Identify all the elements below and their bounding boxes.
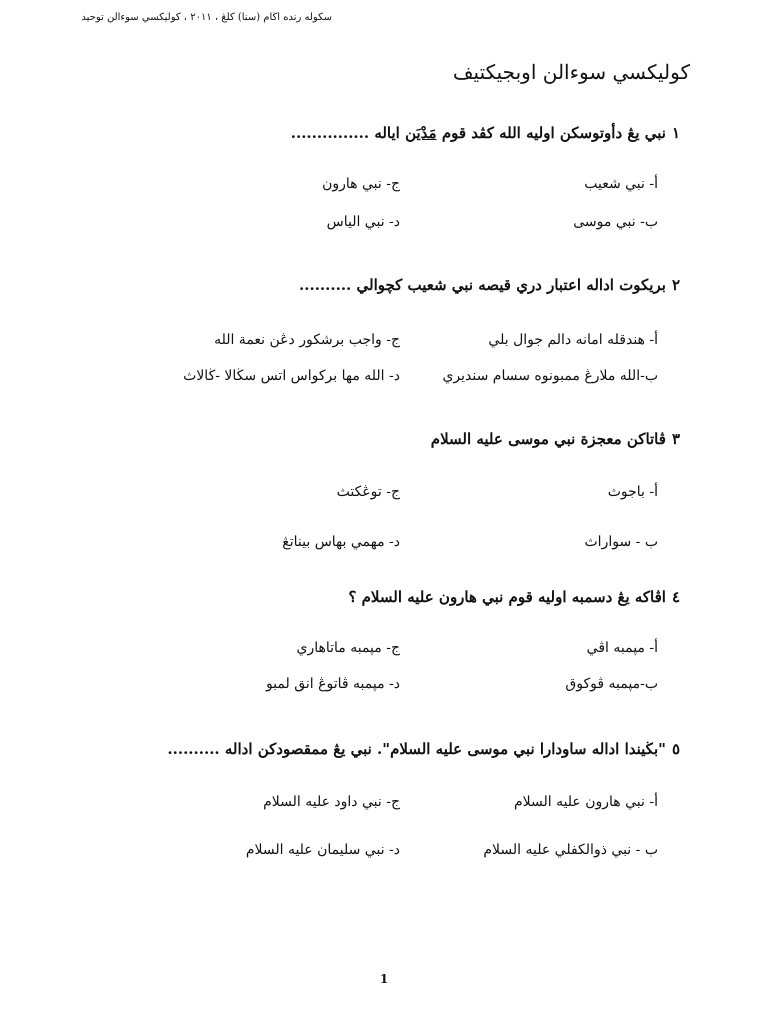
- question-3: [431, 430, 680, 448]
- question-5-option-d: د- نبي سليمان عليه السلام: [245, 842, 400, 858]
- question-1-underlined-word: مَدْيَن: [405, 124, 437, 142]
- page-header: سكوله رنده اڬام (سنا) كلڠ ، ٢٠١١ ، كوليكسي سوءالن توحيد: [81, 12, 332, 23]
- question-3-option-a: أ- باجوث: [607, 484, 658, 500]
- question-2-number: ٢: [671, 276, 680, 294]
- question-5-option-a: أ- نبي هارون عليه السلام: [513, 794, 658, 810]
- page-number: 1: [379, 972, 389, 986]
- question-5: [167, 740, 680, 758]
- question-1-text-after: اياله ...............: [290, 124, 400, 142]
- question-5-text: "بڬيندا اداله ساودارا نبي موسى عليه السلام". نبي يڠ ممقصودكن اداله ..........: [167, 740, 666, 758]
- question-4-text: اڤاكه يڠ دسمبه اوليه قوم نبي هارون عليه السلام ؟: [348, 588, 666, 606]
- question-1: [291, 124, 680, 142]
- question-3-text: ڤاتاكن معجزة نبي موسى عليه السلام: [430, 430, 666, 448]
- question-5-option-c: ج- نبي داود عليه السلام: [263, 794, 400, 810]
- question-4-option-d: د- مڽمبه ڤاتوڠ انق لمبو: [265, 676, 400, 692]
- question-3-option-b: ب - سواراث: [584, 534, 658, 550]
- page-title: كوليكسي سوءالن اوبجيكتيف: [452, 60, 690, 84]
- question-4-option-c: ج- مڽمبه ماتاهاري: [296, 640, 400, 656]
- question-4: [348, 588, 680, 606]
- question-5-option-b: ب - نبي ذوالكفلي عليه السلام: [483, 842, 658, 858]
- question-2-option-b: ب-الله ملارڠ ممبونوه سسام سنديري: [442, 368, 658, 384]
- question-3-option-d: د- مهمي بهاس بيناتڠ: [282, 534, 400, 550]
- question-2-option-c: ج- واجب برشكور دڠن نعمة الله: [214, 332, 400, 348]
- question-1-option-b: ب- نبي موسى: [573, 214, 658, 230]
- question-2-option-a: أ- هندقله امانه دالم جوال بلي: [488, 332, 658, 348]
- question-1-number: ١: [671, 124, 680, 142]
- question-3-number: ٣: [671, 430, 680, 448]
- question-2: [299, 276, 680, 294]
- question-4-option-a: أ- مڽمبه اڤي: [586, 640, 658, 656]
- question-4-number: ٤: [671, 588, 680, 606]
- question-1-option-c: ج- نبي هارون: [322, 176, 400, 192]
- question-3-option-c: ج- توڠكتث: [336, 484, 400, 500]
- question-1-text-before: نبي يڠ دأوتوسكن اوليه الله كڤد قوم: [441, 124, 666, 142]
- question-5-number: ٥: [671, 740, 680, 758]
- question-2-text: بريكوت اداله اعتبار دري قيصه نبي شعيب كچوالي ..........: [299, 276, 666, 294]
- question-1-option-a: أ- نبي شعيب: [584, 176, 658, 192]
- question-2-option-d: د- الله مها بركواس اتس سڬالا -ڬالاث: [183, 368, 400, 384]
- question-4-option-b: ب-مڽمبه ڤوكوق: [565, 676, 658, 692]
- question-1-option-d: د- نبي الياس: [326, 214, 400, 230]
